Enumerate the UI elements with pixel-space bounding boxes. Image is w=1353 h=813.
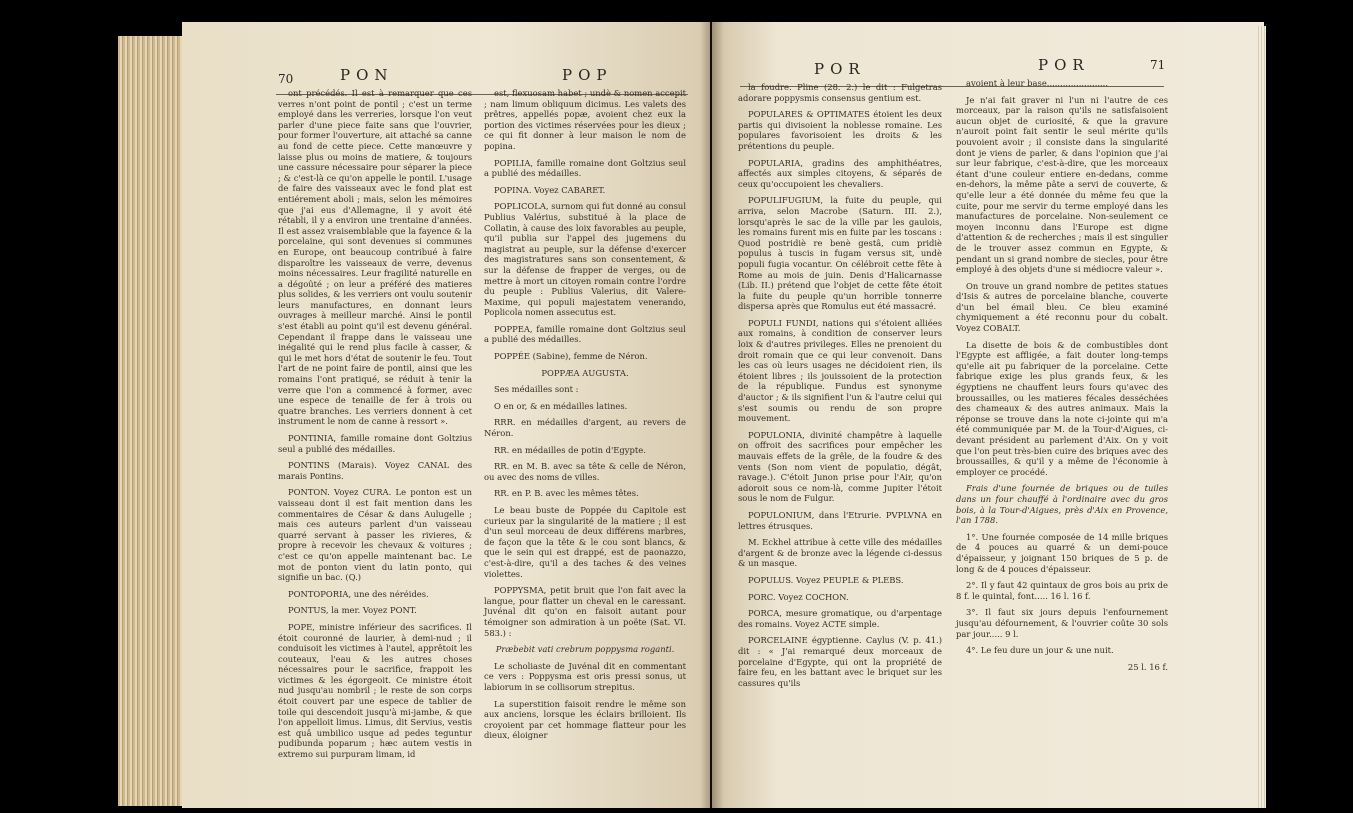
paragraph: RR. en médailles de potin d'Egypte. — [494, 444, 646, 455]
running-head-left-1: PON — [340, 66, 394, 84]
paragraph: POPULI FUNDI, nations qui s'étoient alliées aux romains, à condition de conserver leurs loix & d'autres privileges. Elles ne prenoient du droit romain que ce qui leur convenoit. Dans les cas où leurs usages ne décidoient rien, ils étoient libres ; ils jouissoient de la protection de la république. Fundus est synonyme d'auctor ; & ils signifient l'un & l'autre celui qui s'est soumis ou rendu de son propre mouvement. — [738, 317, 942, 424]
paragraph: POPILIA, famille romaine dont Goltzius seul a publié des médailles. — [484, 157, 686, 179]
left-page — [182, 22, 710, 808]
book-page-edges-left — [118, 36, 188, 806]
running-head-left-2: POP — [562, 66, 613, 84]
paragraph: Frais d'une fournée de briques ou de tuiles dans un four chauffé à l'ordinaire avec du gros bois, à la Tour-d'Aigues, près d'Aix en Provence, l'an 1788. — [956, 483, 1168, 526]
paragraph: POPULARIA, gradins des amphithéatres, affectés aux simples citoyens, & séparés de ceux qu'occupoient les chevaliers. — [738, 157, 942, 189]
paragraph: On trouve un grand nombre de petites statues d'Isis & autres de porcelaine blanche, couverte d'un bel émail bleu. Ce bleu examiné chymiquement a été reconnu pour du cobalt. Voyez COBALT. — [956, 280, 1168, 334]
paragraph: POPULIFUGIUM, la fuite du peuple, qui arriva, selon Macrobe (Saturn. III. 2.), lorsqu'après le sac de la ville par les gaulois, les romains furent mis en fuite par les toscans : Quod postridiè re benè gestâ, cum pridiè populus à tuscis in fugam versus sit, undè populi fugia vocantur. On célébroit cette fête à Rome au mois de juin. Denis d'Halicarnasse (Lib. II.) prétend que l'objet de cette fête étoit la fuite du peuple qu'un horrible tonnerre dispersa après que Romulus eut été massacré. — [738, 195, 942, 312]
paragraph: PONTINIA, famille romaine dont Goltzius seul a publié des médailles. — [278, 433, 472, 454]
paragraph: PORCA, mesure gromatique, ou d'arpentage des romains. Voyez ACTE simple. — [738, 608, 942, 629]
paragraph: O en or, & en médailles latines. — [494, 400, 628, 411]
paragraph: M. Eckhel attribue à cette ville des médailles d'argent & de bronze avec la légende ci-dessus & un masque. — [738, 537, 942, 569]
paragraph: RR. en M. B. avec sa tête & celle de Néron, ou avec des noms de villes. — [484, 461, 686, 482]
paragraph: POPULONIA, divinité champêtre à laquelle on offroit des sacrifices pour empêcher les mauvais effets de la grêle, de la foudre & des vents (Son nom vient de populatio, dégât, ravage.). C'étoit Junon prise pour l'Air, qu'on adoroit sous ce nom-là, comme Jupiter l'étoit sous le nom de Fulgur. — [738, 429, 942, 504]
paragraph: PONTINS (Marais). Voyez CANAL des marais Pontins. — [278, 460, 472, 481]
book-gutter — [700, 22, 724, 808]
paragraph: POPULUS. Voyez PEUPLE & PLEBS. — [748, 574, 904, 585]
paragraph: PONTOPORIA, une des néréides. — [288, 588, 429, 599]
left-page-column-1 — [278, 88, 472, 766]
right-page-column-2 — [956, 78, 1168, 678]
book-page-edges-right — [1258, 26, 1266, 808]
paragraph: 2°. Il y faut 42 quintaux de gros bois au prix de 8 f. le quintal, font..... 16 l. 16 f. — [956, 580, 1168, 601]
paragraph: PONTUS, la mer. Voyez PONT. — [288, 605, 417, 616]
paragraph: Præbebit vati crebrum poppysma roganti. — [495, 644, 675, 655]
paragraph: 3°. Il faut six jours depuis l'enfournement jusqu'au défournement, & l'ouvrier coûte 30 sols par jour..... 9 l. — [956, 607, 1168, 639]
page-number-left: 70 — [278, 72, 294, 86]
paragraph: PONTON. Voyez CURA. Le ponton est un vaisseau dont il est fait mention dans les commentaires de César & dans Aulugelle ; mais ces auteurs parlent d'un vaisseau quarré servant à passer les rivieres, & propre à recevoir les chevaux & voitures ; c'est ce qu'on appelle maintenant bac. Le mot de ponton vient du latin ponto, qui signifie un bac. (Q.) — [278, 487, 472, 583]
right-page-column-1 — [738, 82, 942, 694]
paragraph: POPLICOLA, surnom qui fut donné au consul Publius Valérius, substitué à la place de Collatin, à cause des loix favorables au peuple, qu'il publia sur l'appel des jugemens du magistrat au peuple, sur la défense d'exercer des magistratures sans son consentement, & sur la défense de frapper de verges, ou de mettre à mort un citoyen romain contre l'ordre du peuple : Publius Valerius, dit Valere-Maxime, qui populi majestatem venerando, Poplicola nomen assecutus est. — [484, 201, 686, 318]
paragraph: avoient à leur base....................... — [966, 78, 1109, 88]
paragraph: PORC. Voyez COCHON. — [748, 591, 849, 602]
paragraph: Le scholiaste de Juvénal dit en commentant ce vers : Poppysma est oris pressi sonus, ut labiorum in se collisorum strepitus. — [484, 660, 686, 692]
paragraph: Le beau buste de Poppée du Capitole est curieux par la singularité de la matiere ; il est d'un seul morceau de deux différens marbres, de façon que la tête & le cou sont blancs, & que le sein qui est drappé, est de paonazzo, c'est-à-dire, qu'il a des taches & des veines violettes. — [484, 505, 686, 579]
paragraph: POPPYSMA, petit bruit que l'on fait avec la langue, pour flatter un cheval en le caressant. Juvénal dit qu'on en faisoit autant pour témoigner son admiration à un poëte (Sat. VI. 583.) : — [484, 585, 686, 638]
paragraph: POPPÆA AUGUSTA. — [541, 367, 629, 378]
total-line: 25 l. 16 f. — [1127, 661, 1168, 672]
running-head-right-2: POR — [1038, 56, 1090, 74]
paragraph: RRR. en médailles d'argent, au revers de Néron. — [484, 417, 686, 439]
paragraph: ont précédés. Il est à remarquer que ces verres n'ont point de pontil ; c'est un terme employé dans les verreries, lorsque l'on veut parler d'une piece faite sans que l'ouvrier, pour former l'ouverture, ait attaché sa canne au fond de cette piece. Cette manœuvre y laisse plus ou moins de matiere, & toujours une cassure nécessaire pour séparer la piece ; & c'est-là ce qu'on appelle le pontil. L'usage de faire des vaisseaux avec le fond plat est entiérement aboli ; mais, selon les mémoires que j'ai eus d'Allemagne, il y avoit été rétabli, il y a environ une trentaine d'années. Il est assez vraisemblable que la fayence & la porcelaine, qui sont devenues si communes en Europe, ont beaucoup contribué à faire disparoître les vaisseaux de verre, devenus moins nécessaires. Leur fragilité naturelle en a dégoûté ; on leur a préféré des matieres plus solides, & les verriers ont voulu soutenir leurs manufactures, en donnant leurs ouvrages à meilleur marché. Ainsi le pontil s'est établi au point qu'il est devenu général. Cependant il frappe dans le vaisseau une inégalité qui le rend plus facile à casser, & qui le met hors d'état de soutenir le feu. Tout l'art de ne point faire de pontil, ainsi que les romains l'ont pratiqué, se réduit à tenir la verre que l'on a commencé à former, avec une espece de tenaille de fer à trois ou quatre branches. Les verriers donnent à cet instrument le nom de canne à ressort ». — [278, 88, 472, 427]
paragraph: RR. en P. B. avec les mêmes têtes. — [494, 488, 639, 499]
running-head-right-1: POR — [814, 60, 866, 78]
paragraph: La disette de bois & de combustibles dont l'Egypte est affligée, a fait douter long-temps qu'elle ait pu fabriquer de la porcelaine. Cette fabrique exige les plus grands feux, & les égyptiens ne chauffent leurs fours qu'avec des broussailles, ou les matieres fécales desséchées des chameaux & des autres animaux. Mais la réponse se trouve dans la note ci-jointe qui m'a été communiquée par M. de la Tour-d'Aigues, ci-devant président au parlement d'Aix. On y voit que l'on peut très-bien cuire des briques avec des broussailles, & qu'il y a même de l'économie à employer ce procédé. — [956, 339, 1168, 477]
paragraph: POPPEA, famille romaine dont Goltzius seul a publié des médailles. — [484, 323, 686, 345]
page-number-right: 71 — [1150, 58, 1166, 72]
paragraph: POPINA. Voyez CABARET. — [494, 184, 606, 195]
paragraph: POPULONIUM, dans l'Etrurie. PVPLVNA en lettres étrusques. — [738, 509, 942, 531]
left-page-column-2 — [484, 88, 686, 747]
paragraph: 1°. Une fournée composée de 14 mille briques de 4 pouces au quarré & un demi-pouce d'épaisseur, y joignant 150 briques de 5 p. de long & de 4 pouces d'épaisseur. — [956, 531, 1168, 574]
paragraph: 4°. Le feu dure un jour & une nuit. — [966, 645, 1114, 656]
paragraph: POPPÉE (Sabine), femme de Néron. — [494, 351, 648, 362]
paragraph: Ses médailles sont : — [494, 384, 579, 395]
right-page — [712, 22, 1264, 808]
paragraph: est, flexuosam habet ; undè & nomen accepit ; nam limum obliquum dicimus. Les valets des prêtres, appellés popæ, avoient chez eux la portion des victimes réservées pour les dieux ; ce qui fit donner à leur maison le nom de popina. — [484, 88, 686, 151]
paragraph: Je n'ai fait graver ni l'un ni l'autre de ces morceaux, par la raison qu'ils ne satisfaisoient aucun objet de curiosité, & que la gravure n'auroit point fait sentir le seul mérite qu'ils pouvoient avoir ; il consiste dans la singularité dont je viens de parler, & dans l'opinion que j'ai sur leur fabrique, c'est-à-dire, que les morceaux étant d'une couleur entiere en-dedans, comme en-dehors, la même pâte a servi de couverte, & qu'elle leur a été donnée du même feu que la cuite, pour me servir du terme employé dans les manufactures de porcelaine. Non-seulement ce moyen inconnu dans l'Europe est digne d'attention & de recherches ; mais il est singulier de le trouver assez commun en Egypte, & pendant un si grand nombre de siecles, pour être employé à des objets d'une si médiocre valeur ». — [956, 94, 1168, 275]
paragraph: POPULARES & OPTIMATES étoient les deux partis qui divisoient la noblesse romaine. Les populares favorisoient les droits & les prétentions du peuple. — [738, 109, 942, 151]
paragraph: POPE, ministre inférieur des sacrifices. Il étoit couronné de laurier, à demi-nud ; il conduisoit les victimes à l'autel, apprêtoit les couteaux, l'eau & les autres choses nécessaires pour le sacrifice, frappoit les victimes & les égorgeoit. Ce ministre étoit nud jusqu'au nombril ; le reste de son corps étoit couvert par une espece de tablier de toile qui descendoit jusqu'à mi-jambe, & que l'on appelloit limus. Limus, dit Servius, vestis est quâ umbilico usque ad pedes teguntur pudibunda poparum ; hæc autem vestis in extremo sui purpuram limam, id — [278, 621, 472, 760]
paragraph: La superstition faisoit rendre le même son aux anciens, lorsque les éclairs brilloient. Ils croyoient par cet hommage flatteur pour les dieux, éloigner — [484, 698, 686, 741]
paragraph: la foudre. Pline (28. 2.) le dit : Fulgetras adorare poppysmis consensus gentium est. — [738, 82, 942, 103]
paragraph: PORCELAINE égyptienne. Caylus (V. p. 41.) dit : « J'ai remarqué deux morceaux de porcelaine d'Egypte, qui ont la propriété de faire feu, en les battant avec le briquet sur les cassures qu'ils — [738, 635, 942, 688]
